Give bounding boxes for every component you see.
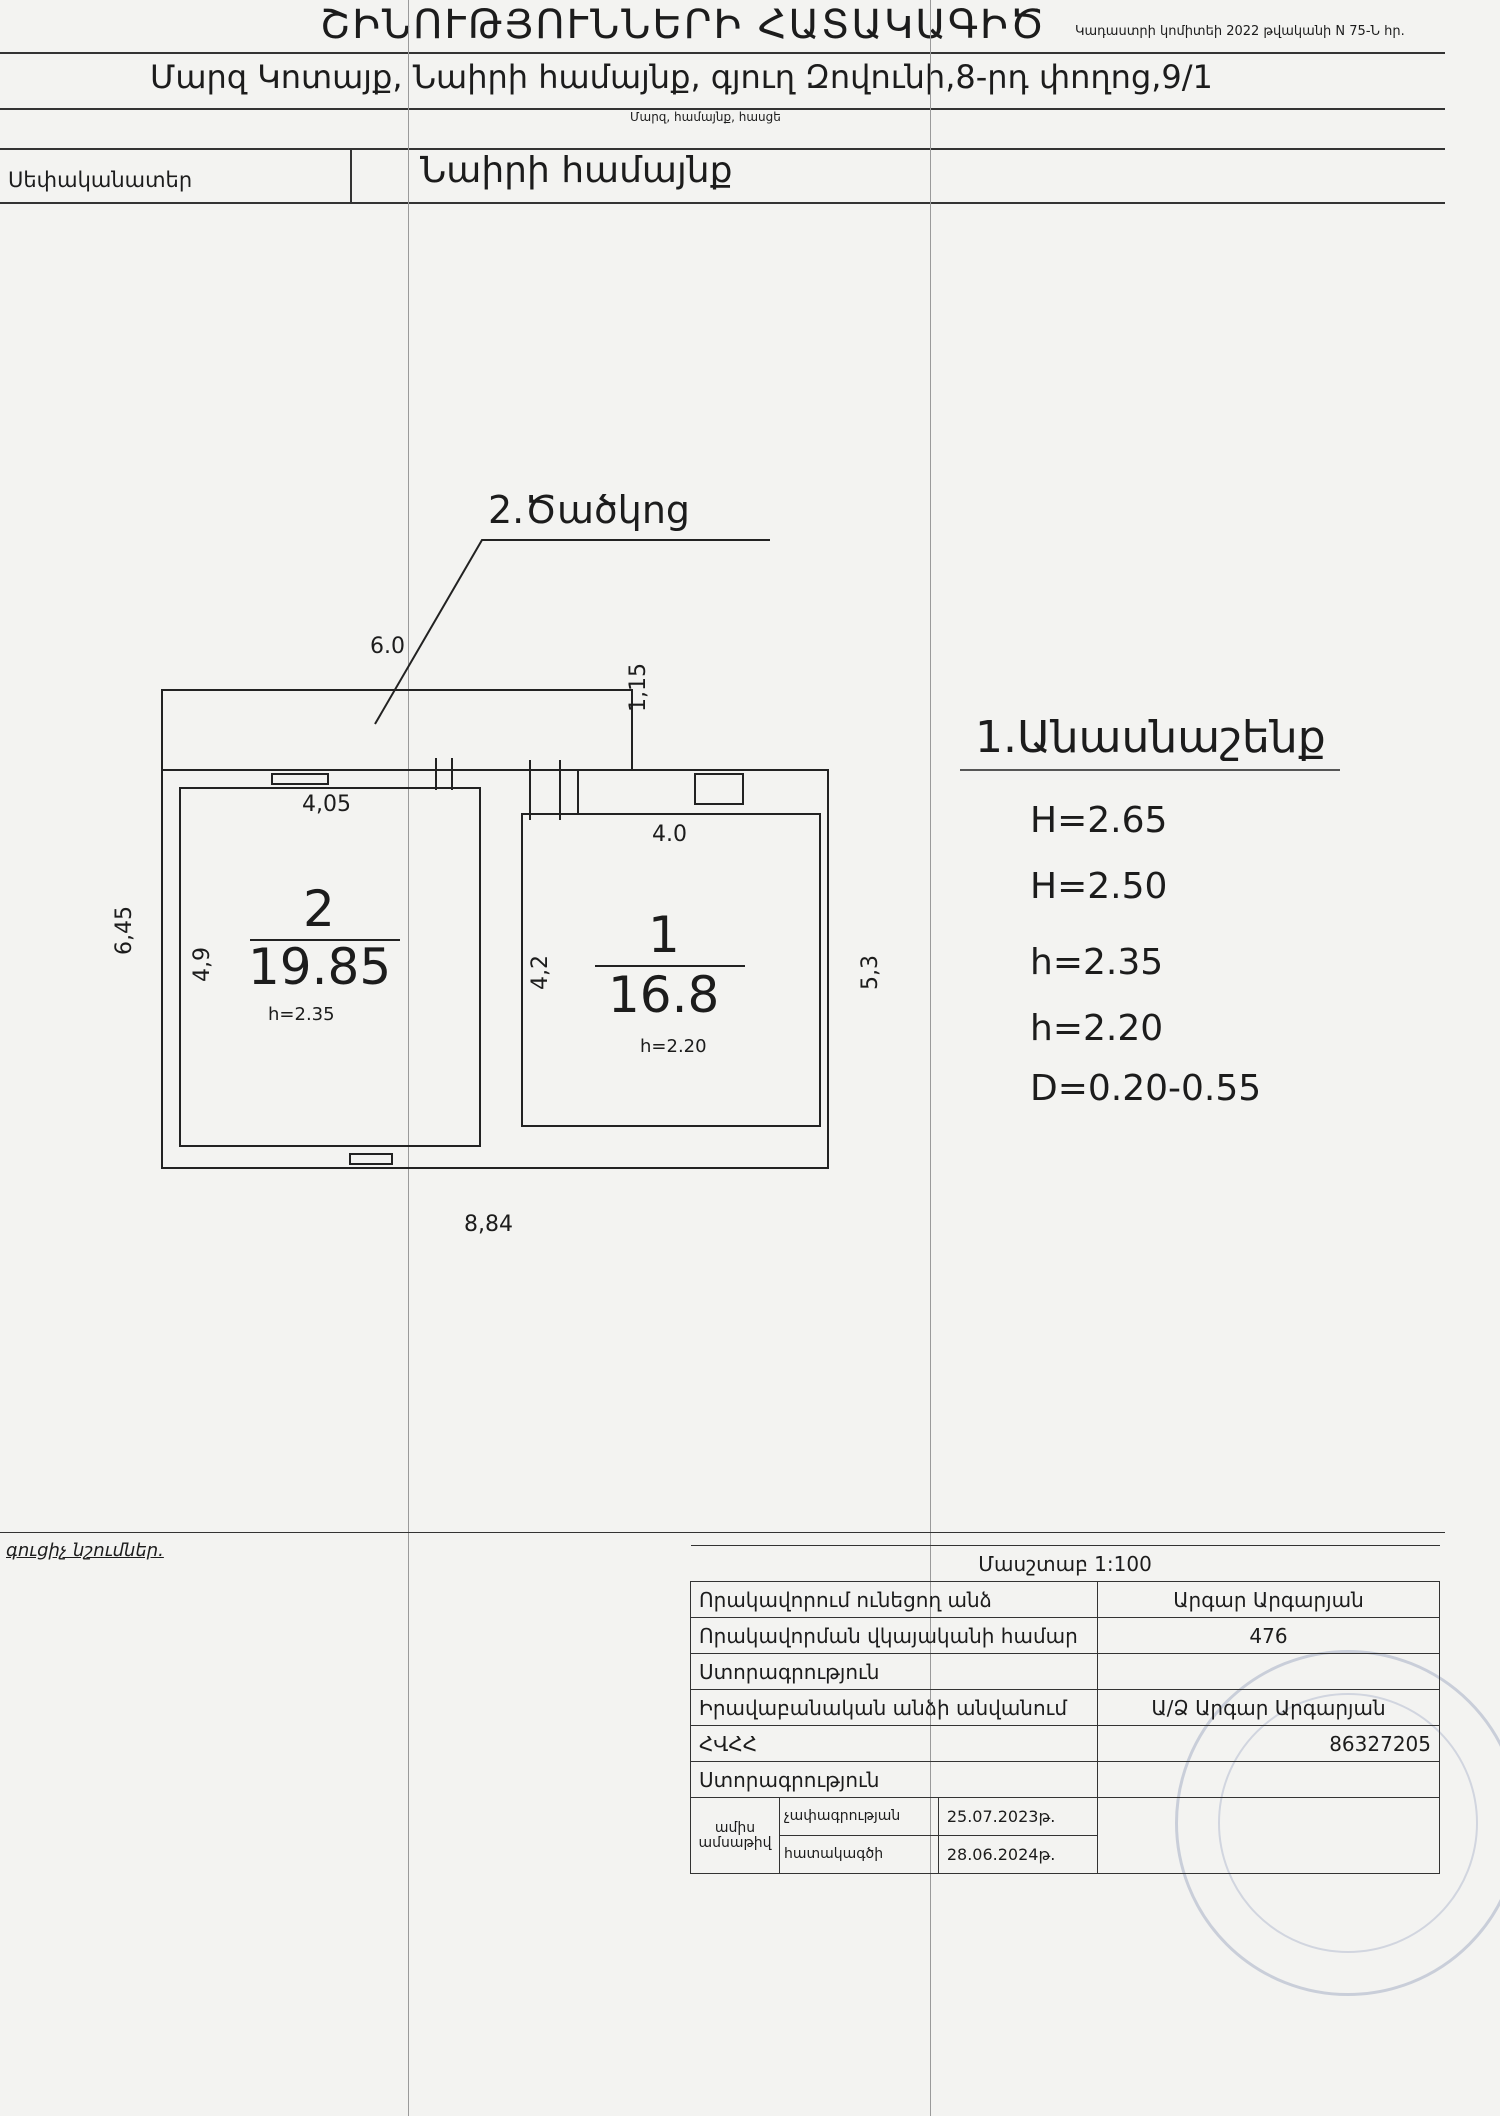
- window-mark: [272, 774, 328, 784]
- room2-height: h=2.35: [268, 1004, 335, 1025]
- dim-left-total: 6,45: [112, 906, 137, 955]
- address-line: Մարզ Կոտայք, Նաիրի համայնք, գյուղ Զովունի,8-րդ փողոց,9/1: [150, 58, 1213, 96]
- title-block-value: Ա/Ձ Արգար Արգարյան: [1098, 1690, 1440, 1726]
- canopy-label: 2.Ծածկոց: [488, 488, 690, 532]
- draw-date-label: հատակագծի: [780, 1836, 939, 1874]
- room1-area: 16.8: [608, 966, 720, 1024]
- owner-label: Սեփականատեր: [8, 168, 193, 192]
- legend-item: H=2.65: [1030, 800, 1168, 841]
- canopy-leader: [375, 540, 770, 724]
- dim-bottom-total: 8,84: [464, 1212, 513, 1237]
- measure-date: 25.07.2023թ.: [938, 1798, 1097, 1836]
- notes-label: գուցիչ նշումներ.: [6, 1540, 164, 1561]
- legend-item: h=2.35: [1030, 942, 1164, 983]
- room2-depth: 4,9: [190, 947, 215, 982]
- footer-divider: [0, 1532, 1445, 1533]
- title-block-label: Իրավաբանական անձի անվանում: [691, 1690, 1098, 1726]
- dim-canopy-height: 1,15: [626, 663, 651, 712]
- room2-number: 2: [303, 880, 335, 938]
- decree-reference: Կադաստրի կոմիտեի 2022 թվականի N 75-Ն հր.: [1075, 24, 1405, 39]
- legend-title: 1.Անասնաշենք: [975, 712, 1326, 763]
- signature-cell: [1098, 1654, 1440, 1690]
- measure-date-label: չափագրության: [780, 1798, 939, 1836]
- document-title: ՇԻՆՈՒԹՅՈՒՆՆԵՐԻ ՀԱՏԱԿԱԳԻԾ: [320, 2, 1047, 48]
- legend-item: D=0.20-0.55: [1030, 1068, 1262, 1109]
- window-mark: [350, 1154, 392, 1164]
- date-side-label: ամիս ամսաթիվ: [691, 1798, 780, 1874]
- dim-right-total: 5,3: [858, 955, 883, 990]
- legend-item: h=2.20: [1030, 1008, 1164, 1049]
- draw-date: 28.06.2024թ.: [938, 1836, 1097, 1874]
- window-mark: [695, 774, 743, 804]
- room2-width: 4,05: [302, 792, 351, 817]
- title-block-label: Ստորագրություն: [691, 1654, 1098, 1690]
- canopy-outline: [162, 690, 632, 770]
- dim-canopy-width: 6.0: [370, 634, 405, 659]
- title-block-label: Որակավորման վկայականի համար: [691, 1618, 1098, 1654]
- title-block-value: 86327205: [1098, 1726, 1440, 1762]
- room1-depth: 4,2: [528, 955, 553, 990]
- empty-cell: [1098, 1798, 1440, 1874]
- title-block-label: Ստորագրություն: [691, 1762, 1098, 1798]
- room2-area: 19.85: [248, 938, 392, 996]
- title-block: [690, 1545, 1440, 1874]
- title-block-value: Արգար Արգարյան: [1098, 1582, 1440, 1618]
- legend-item: H=2.50: [1030, 866, 1168, 907]
- owner-value: Նաիրի համայնք: [420, 150, 733, 191]
- title-block-value: 476: [1098, 1618, 1440, 1654]
- title-block-label: ՀՎՀՀ: [691, 1726, 1098, 1762]
- address-caption: Մարզ, համայնք, հասցե: [630, 110, 781, 124]
- room1-height: h=2.20: [640, 1036, 707, 1057]
- room1-width: 4.0: [652, 822, 687, 847]
- title-block-label: Որակավորում ունեցող անձ: [691, 1582, 1098, 1618]
- room1-number: 1: [648, 906, 680, 964]
- signature-cell: [1098, 1762, 1440, 1798]
- scale-cell: Մասշտաբ 1:100: [691, 1546, 1440, 1582]
